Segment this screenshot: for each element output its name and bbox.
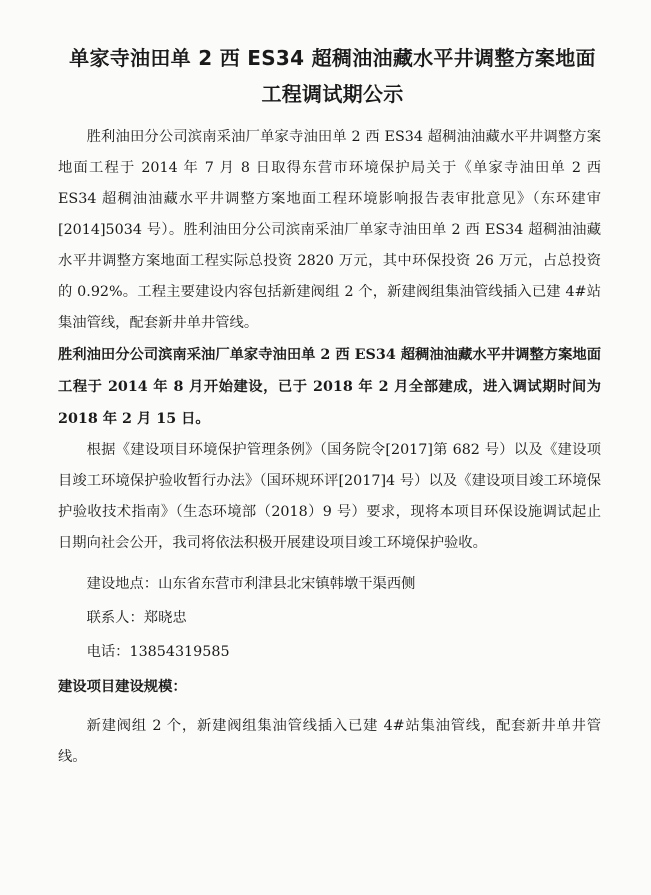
document-title bbox=[64, 40, 601, 112]
paragraph-construction-timeline: 胜利油田分公司滨南采油厂单家寺油田单 2 西 ES34 超稠油油藏水平井调整方案地面工程于 2014 年 8 月开始建设，已于 2018 年 2 月全部建成，进入调试期时间为 2018 年 2 月 15 日。 bbox=[58, 347, 601, 427]
contact-person: 联系人：郑晓忠 bbox=[86, 610, 187, 626]
construction-location: 建设地点：山东省东营市利津县北宋镇韩墩干渠西侧 bbox=[86, 576, 416, 592]
scale-description: 新建阀组 2 个，新建阀组集油管线插入已建 4#站集油管线，配套新井单井管线。 bbox=[58, 718, 601, 765]
contact-phone: 电话：13854319585 bbox=[86, 644, 230, 660]
paragraph-legal-basis: 根据《建设项目环境保护管理条例》（国务院令[2017]第 682 号）以及《建设项目竣工环境保护验收暂行办法》（国环规环评[2017]4 号）以及《建设项目竣工环境保护验收技术指南》（生态环境部（2018）9 号）要求，现将本项目环保设施调试起止日期向社会公开，我司将依法积极开展建设项目竣工环境保护验收。 bbox=[58, 442, 601, 551]
scale-heading: 建设项目建设规模： bbox=[58, 679, 187, 695]
title-line-1: 单家寺油田单 2 西 ES34 超稠油油藏水平井调整方案地面 bbox=[69, 46, 596, 70]
title-line-2: 工程调试期公示 bbox=[261, 82, 404, 106]
paragraph-project-approval: 胜利油田分公司滨南采油厂单家寺油田单 2 西 ES34 超稠油油藏水平井调整方案地面工程于 2014 年 7 月 8 日取得东营市环境保护局关于《单家寺油田单 2 西 ES34 超稠油油藏水平井调整方案地面工程环境影响报告表审批意见》（东环建审[2014]5034 号）。胜利油田分公司滨南采油厂单家寺油田单 2 西 ES34 超稠油油藏水平井调整方案地面工程实际总投资 2820 万元，其中环保投资 26 万元，占总投资的 0.92%。工程主要建设内容包括新建阀组 2 个，新建阀组集油管线插入已建 4#站集油管线，配套新井单井管线。 bbox=[58, 129, 601, 331]
